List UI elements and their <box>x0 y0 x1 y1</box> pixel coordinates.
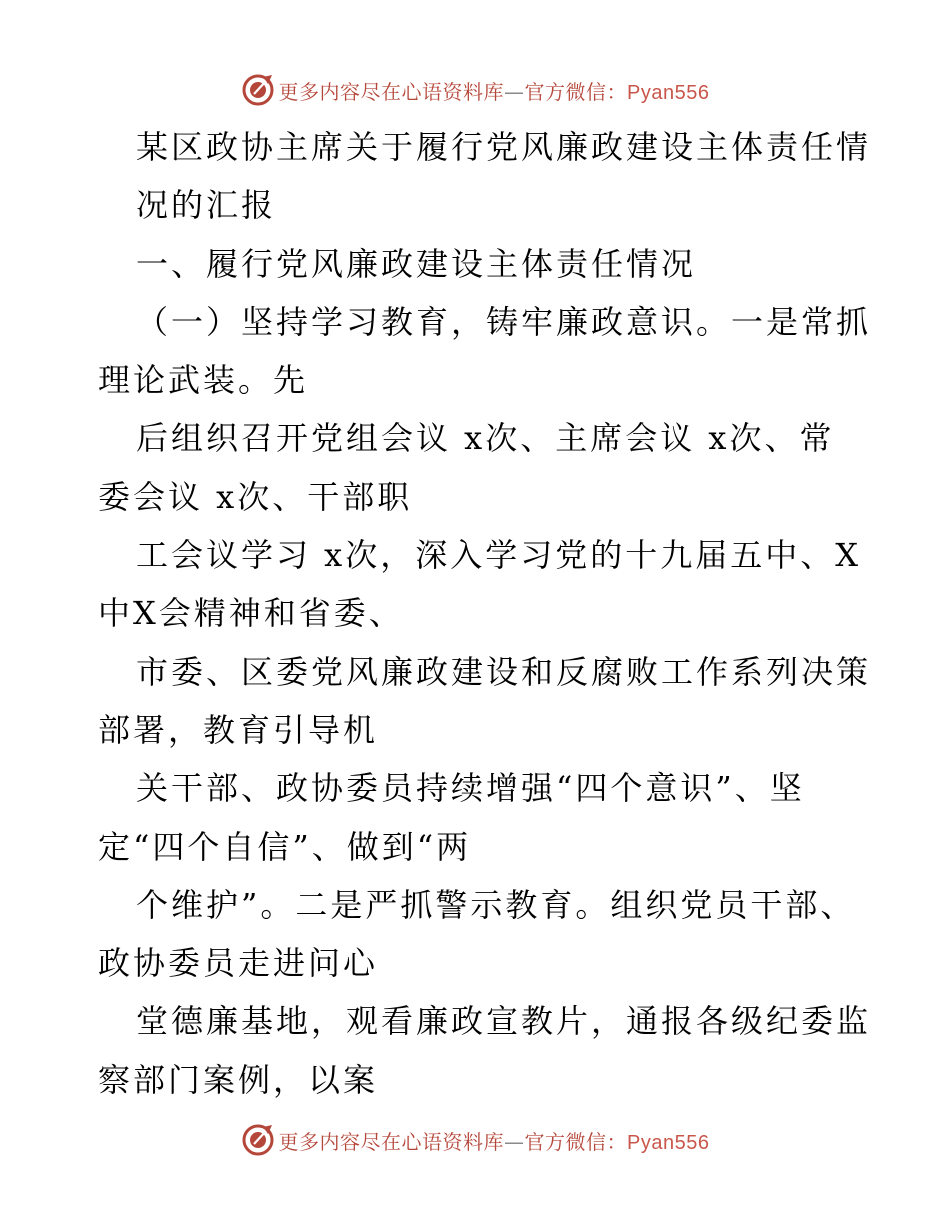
footer-watermark-dash: — <box>504 1129 525 1154</box>
paragraph-line: 政协委员走进问心 <box>98 944 379 983</box>
paragraph-line: 堂德廉基地，观看廉政宣教片，通报各级纪委监 <box>136 1002 872 1041</box>
footer-watermark-text <box>279 1126 710 1155</box>
paragraph-line: （一）坚持学习教育，铸牢廉政意识。一是常抓 <box>136 302 872 341</box>
quill-seal-logo-icon <box>241 73 275 107</box>
header-watermark-label: 官方微信： <box>524 79 628 104</box>
paragraph-line: 关干部、政协委员持续增强“四个意识”、坚 <box>136 769 805 808</box>
footer-watermark-main: 更多内容尽在心语资料库 <box>278 1129 505 1154</box>
paragraph-line: 后组织召开党组会议 x次、主席会议 x次、常 <box>136 419 835 458</box>
paragraph-line: 委会议 x次、干部职 <box>98 477 413 516</box>
quill-seal-logo-icon <box>241 1123 275 1157</box>
paragraph-line: 定“四个自信”、做到“两 <box>98 827 472 866</box>
paragraph-line: 理论武装。先 <box>98 361 309 400</box>
section-heading: 一、履行党风廉政建设主体责任情况 <box>136 244 697 283</box>
doc-title-line-1: 某区政协主席关于履行党风廉政建设主体责任情 <box>136 128 872 166</box>
doc-title-line-2: 况的汇报 <box>136 186 277 225</box>
paragraph-line: 个维护”。二是严抓警示教育。组织党员干部、 <box>136 885 856 924</box>
header-watermark-handle: Pyan556 <box>627 81 710 104</box>
document-body <box>98 118 872 1109</box>
paragraph-line: 市委、区委党风廉政建设和反腐败工作系列决策 <box>136 652 872 691</box>
footer-watermark-banner <box>0 1120 950 1160</box>
footer-watermark-handle: Pyan556 <box>627 1131 710 1154</box>
paragraph-line: 工会议学习 x次，深入学习党的十九届五中、X <box>136 536 862 575</box>
paragraph-line: 中X会精神和省委、 <box>98 594 404 633</box>
paragraph-line: 察部门案例，以案 <box>98 1060 379 1099</box>
header-watermark-text <box>279 76 710 105</box>
header-watermark-banner <box>0 70 950 110</box>
header-watermark-main: 更多内容尽在心语资料库 <box>278 79 505 104</box>
footer-watermark-label: 官方微信： <box>524 1129 628 1154</box>
header-watermark-dash: — <box>504 79 525 104</box>
paragraph-line: 部署，教育引导机 <box>98 710 379 749</box>
